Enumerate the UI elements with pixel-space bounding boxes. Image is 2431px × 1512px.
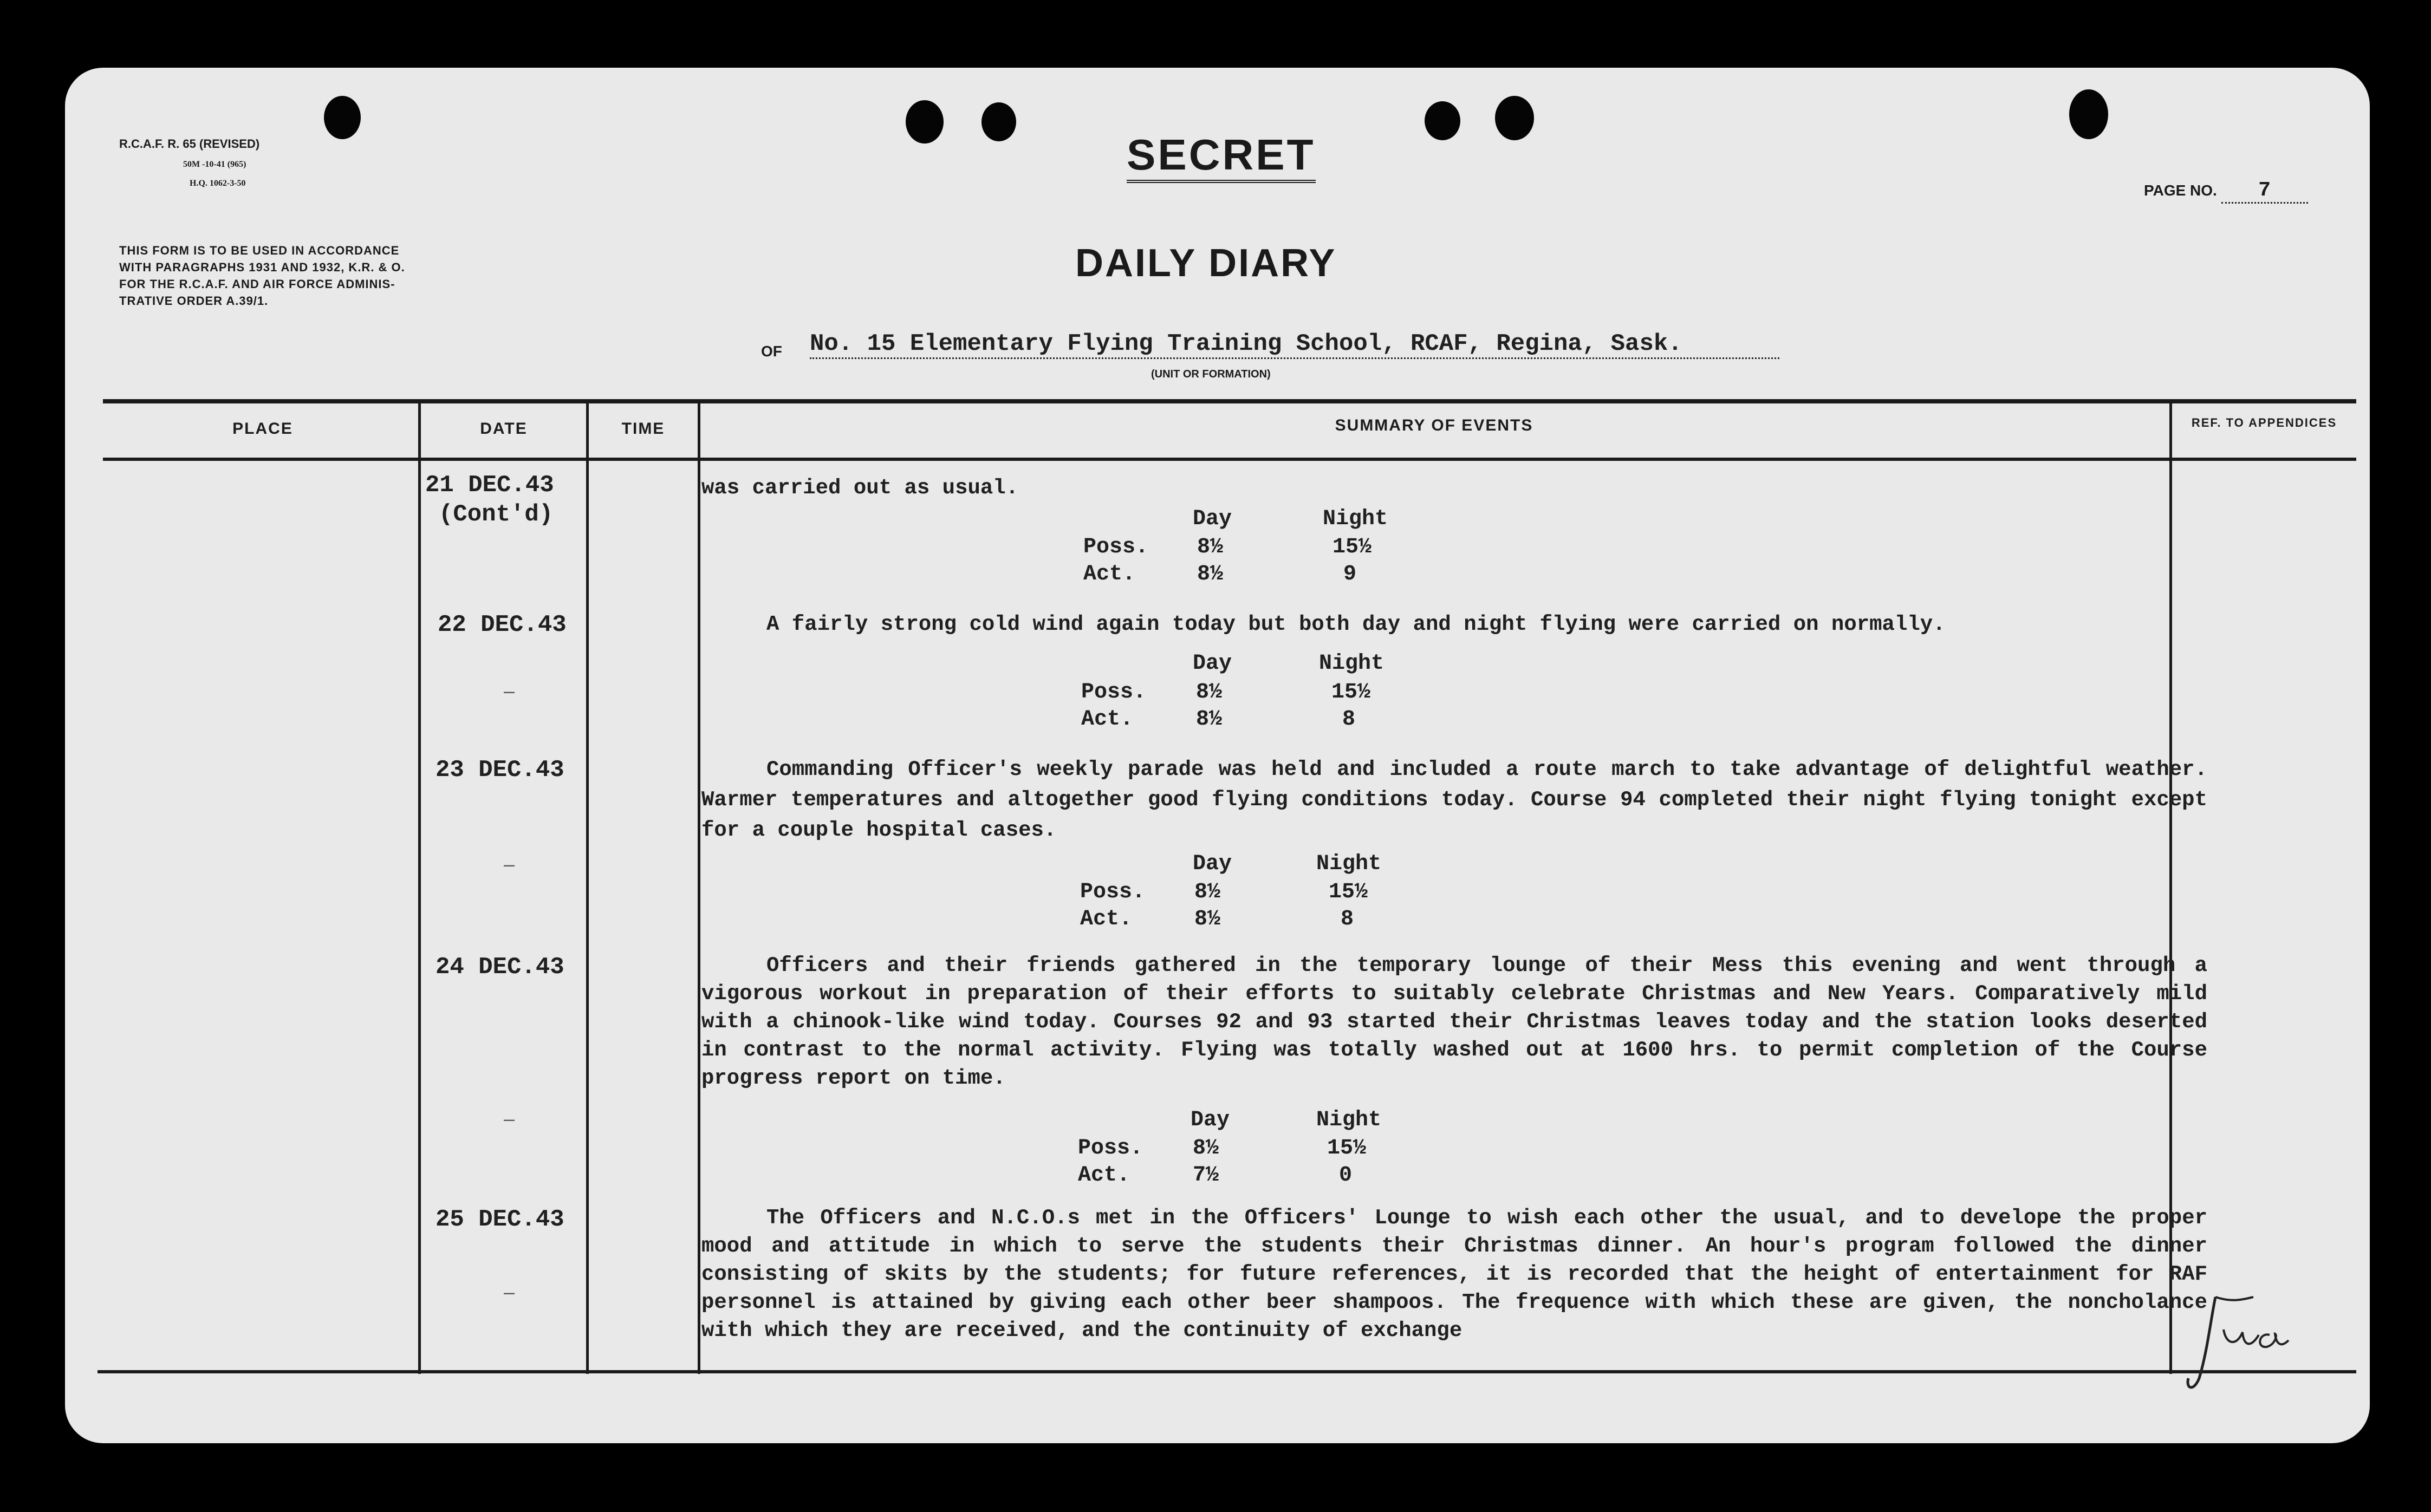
- punch-hole: [1495, 96, 1534, 140]
- punch-hole: [324, 96, 361, 139]
- night-label: Night: [1316, 852, 1382, 876]
- of-label: OF: [761, 343, 782, 360]
- act-label: Act.: [1078, 1163, 1130, 1188]
- hq-code: H.Q. 1062-3-50: [190, 179, 246, 188]
- page-label: PAGE NO.: [2144, 182, 2217, 199]
- poss-night: 15½: [1327, 1136, 1367, 1161]
- act-label: Act.: [1080, 907, 1133, 931]
- form-instructions: [119, 242, 405, 309]
- column-header-time: TIME: [621, 420, 665, 438]
- classification-heading: SECRET: [1127, 130, 1316, 183]
- initials-signature: [2178, 1281, 2351, 1400]
- column-header-date: DATE: [480, 420, 528, 438]
- instruction-line: FOR THE R.C.A.F. AND AIR FORCE ADMINIS-: [119, 277, 395, 291]
- column-divider: [418, 399, 421, 1374]
- day-label: Day: [1191, 1108, 1230, 1132]
- entry-summary: The Officers and N.C.O.s met in the Officers' Lounge to wish each other the usual, and to develope the proper mood and attitude in which to serve the students their Christmas dinner. An hour's program followed the dinner consisting of skits by the students; for future references, it is recorded that the height of entertainment for RAF personnel is attained by giving each other beer shampoos. The frequence with which these are given, the noncholance with which they are received, and the continuity of exchange: [701, 1206, 2207, 1342]
- instruction-line: TRATIVE ORDER A.39/1.: [119, 294, 269, 308]
- form-number: R.C.A.F. R. 65 (REVISED): [119, 137, 260, 151]
- poss-label: Poss.: [1083, 535, 1149, 559]
- table-top-rule: [103, 399, 2356, 403]
- margin-dash: –: [504, 1281, 515, 1303]
- act-label: Act.: [1083, 562, 1136, 586]
- margin-dash: –: [504, 680, 515, 702]
- instruction-line: THIS FORM IS TO BE USED IN ACCORDANCE: [119, 244, 400, 257]
- day-label: Day: [1193, 651, 1232, 676]
- act-day: 8½: [1194, 907, 1221, 931]
- act-night: 9: [1343, 562, 1357, 586]
- entry-summary: Commanding Officer's weekly parade was held and included a route march to take advantage of delightful weather. Warmer temperatures and altogether good flying conditions today. Course 94 completed their night flying tonight except for a couple hospital cases.: [701, 758, 2207, 842]
- unit-name: No. 15 Elementary Flying Training School, RCAF, Regina, Sask.: [810, 330, 1779, 359]
- poss-label: Poss.: [1080, 880, 1146, 904]
- column-divider: [698, 399, 700, 1374]
- entry-date: 24 DEC.43: [435, 954, 564, 981]
- table-bottom-rule: [98, 1370, 2356, 1373]
- header-bottom-rule: [103, 458, 2356, 461]
- act-day: 7½: [1193, 1163, 1219, 1188]
- print-code: 50M -10-41 (965): [183, 160, 246, 169]
- instruction-line: WITH PARAGRAPHS 1931 AND 1932, K.R. & O.: [119, 260, 405, 274]
- poss-day: 8½: [1197, 535, 1224, 559]
- poss-night: 15½: [1331, 680, 1371, 705]
- entry-summary: Officers and their friends gathered in the temporary lounge of their Mess this evening and went through a vigorous workout in preparation of their efforts to suitably celebrate Christmas and New Years. Comparatively mild with a chinook-like wind today. Courses 92 and 93 started their Christmas leaves today and the station looks deserted in contrast to the normal activity. Flying was totally washed out at 1600 hrs. to permit completion of the Course progress report on time.: [701, 954, 2207, 1090]
- page-title: DAILY DIARY: [1075, 242, 1337, 285]
- act-day: 8½: [1196, 707, 1223, 732]
- punch-hole: [906, 100, 944, 144]
- column-header-ref: REF. TO APPENDICES: [2191, 416, 2337, 429]
- night-label: Night: [1316, 1108, 1382, 1132]
- poss-label: Poss.: [1078, 1136, 1143, 1161]
- page-number: 7: [2221, 179, 2308, 204]
- night-label: Night: [1319, 651, 1384, 676]
- day-label: Day: [1193, 507, 1232, 531]
- entry-date: 25 DEC.43: [435, 1206, 564, 1233]
- unit-caption: (UNIT OR FORMATION): [1151, 368, 1271, 380]
- poss-day: 8½: [1193, 1136, 1219, 1161]
- entry-date-note: (Cont'd): [439, 501, 554, 528]
- margin-dash: –: [504, 853, 515, 875]
- act-night: 0: [1339, 1163, 1353, 1188]
- page-number-label: [2144, 179, 2308, 204]
- punch-hole: [2069, 89, 2108, 139]
- entry-summary: was carried out as usual.: [701, 476, 1019, 500]
- punch-hole: [981, 102, 1016, 141]
- entry-date: 22 DEC.43: [438, 611, 567, 638]
- act-day: 8½: [1197, 562, 1224, 586]
- column-header-summary: SUMMARY OF EVENTS: [1335, 416, 1533, 434]
- column-header-place: PLACE: [232, 420, 293, 438]
- poss-night: 15½: [1329, 880, 1368, 904]
- column-divider: [586, 399, 589, 1374]
- entry-date: 21 DEC.43: [425, 472, 554, 499]
- act-label: Act.: [1081, 707, 1134, 732]
- act-night: 8: [1341, 907, 1354, 931]
- act-night: 8: [1342, 707, 1356, 732]
- margin-dash: –: [504, 1107, 515, 1130]
- poss-label: Poss.: [1081, 680, 1147, 705]
- poss-night: 15½: [1332, 535, 1372, 559]
- poss-day: 8½: [1194, 880, 1221, 904]
- entry-summary: A fairly strong cold wind again today but both day and night flying were carried on normally.: [766, 612, 1946, 636]
- punch-hole: [1425, 101, 1460, 140]
- poss-day: 8½: [1196, 680, 1223, 705]
- day-label: Day: [1193, 852, 1232, 876]
- night-label: Night: [1323, 507, 1388, 531]
- diary-page: [65, 68, 2370, 1443]
- entry-date: 23 DEC.43: [435, 757, 564, 784]
